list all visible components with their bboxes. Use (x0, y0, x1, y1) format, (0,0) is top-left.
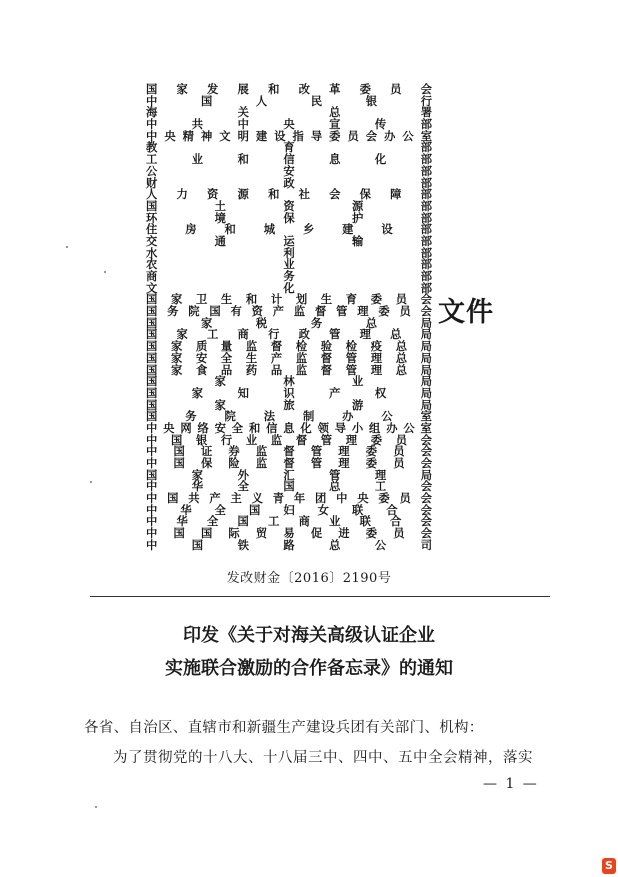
issuing-agency: 中 共 中 央 宣 传 部 (146, 117, 432, 132)
header-divider (90, 596, 550, 597)
issuing-agency: 国 家 知 识 产 权 局 (146, 385, 432, 400)
issuing-agency: 商 务 部 (146, 269, 432, 283)
document-header-suffix: 文件 (438, 297, 494, 328)
issuing-agency: 中 国 铁 路 总 公 司 (146, 537, 432, 552)
issuing-agency: 国 家 卫 生 和 计 划 生 育 委 员 会 (146, 292, 432, 307)
issuing-agency: 中 央 精 神 文 明 建 设 指 导 委 员 会 办 公 室 (146, 128, 432, 143)
issuing-agency: 国 土 资 源 部 (146, 198, 432, 213)
issuing-agency: 中 华 全 国 总 工 会 (146, 479, 432, 494)
scan-speck (66, 246, 68, 248)
page-number: — 1 — (483, 776, 539, 792)
scan-speck (95, 806, 97, 808)
issuing-agency: 国 务 院 法 制 办 公 室 (146, 409, 432, 424)
issuing-agency: 国 家 食 品 药 品 监 督 管 理 总 局 (146, 362, 432, 377)
issuing-agency: 国 家 林 业 局 (146, 374, 432, 389)
document-title-line-1: 印发《关于对海关高级认证企业 (183, 625, 435, 646)
issuing-agency: 国 家 发 展 和 改 革 委 员 会 (146, 82, 432, 96)
issuing-agency: 国 家 工 商 行 政 管 理 总 局 (146, 327, 432, 342)
issuing-agency: 环 境 保 护 部 (146, 210, 432, 225)
issuing-agency: 中 国 证 券 监 督 管 理 委 员 会 (146, 444, 432, 459)
issuing-agency: 农 业 部 (146, 257, 432, 272)
issuing-agency: 交 通 运 输 部 (146, 233, 432, 248)
issuing-agency: 中 国 国 际 贸 易 促 进 委 员 会 (146, 526, 432, 541)
issuing-agency: 中 国 共 产 主 义 青 年 团 中 央 委 员 会 (146, 491, 432, 506)
issuing-agency: 水 利 部 (146, 245, 432, 260)
issuing-agency: 人 力 资 源 和 社 会 保 障 部 (146, 187, 432, 202)
issuing-agency: 国 家 安 全 生 产 监 督 管 理 总 局 (146, 350, 432, 365)
salutation: 各省、自治区、直辖市和新疆生产建设兵团有关部门、机构： (84, 720, 484, 736)
issuing-agency: 国 家 旅 游 局 (146, 397, 432, 412)
issuing-agency: 教 育 部 (146, 140, 432, 155)
issuing-agency: 中 国 银 行 业 监 督 管 理 委 员 会 (146, 432, 432, 447)
body-paragraph-first-line: 为了贯彻党的十八大、十八届三中、四中、五中全会精神，落实 (113, 750, 533, 766)
issuing-agency: 公 安 部 (146, 163, 432, 178)
issuing-agencies-list (146, 84, 432, 552)
issuing-agency: 中 国 人 民 银 行 (146, 93, 432, 108)
issuing-agency: 国 家 质 量 监 督 检 验 检 疫 总 局 (146, 339, 432, 354)
scan-speck (90, 481, 92, 483)
issuing-agency: 海 关 总 署 (146, 105, 432, 120)
issuing-agency: 国 家 税 务 总 局 (146, 315, 432, 330)
issuing-agency: 住 房 和 城 乡 建 设 部 (146, 222, 432, 237)
issuing-agency: 中 华 全 国 工 商 业 联 合 会 (146, 514, 432, 529)
issuing-agency: 工 业 和 信 息 化 部 (146, 152, 432, 167)
issuing-agency: 中 央 网 络 安 全 和 信 息 化 领 导 小 组 办 公 室 (146, 420, 432, 435)
issuing-agency: 文 化 部 (146, 280, 432, 295)
issuing-agency: 国 家 外 汇 管 理 局 (146, 467, 432, 482)
issuing-agency: 中 国 保 险 监 督 管 理 委 员 会 (146, 456, 432, 470)
issuing-agency: 中 华 全 国 妇 女 联 合 会 (146, 502, 432, 517)
document-number: 发改财金〔2016〕2190号 (226, 571, 392, 586)
corner-logo-icon[interactable]: S (602, 858, 616, 874)
issuing-agency: 国 务 院 国 有 资 产 监 督 管 理 委 员 会 (146, 304, 432, 319)
issuing-agency: 财 政 部 (146, 175, 432, 190)
document-title-line-2: 实施联合激励的合作备忘录》的通知 (165, 658, 453, 679)
scan-speck (104, 271, 106, 273)
